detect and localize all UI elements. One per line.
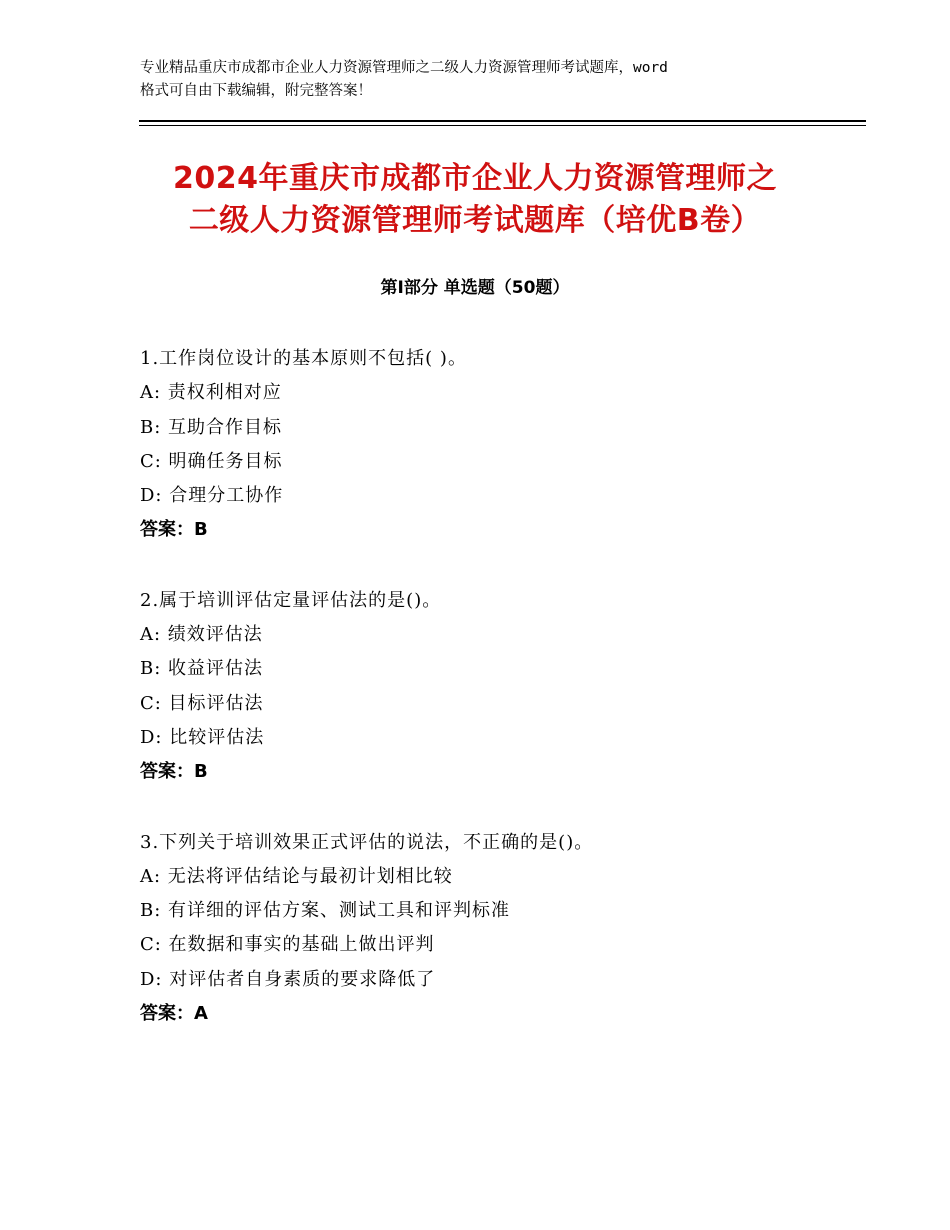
header-rule-thin — [139, 125, 866, 126]
option-d: D: 对评估者自身素质的要求降低了 — [140, 968, 436, 990]
document-title — [100, 158, 850, 242]
question-stem: 1.工作岗位设计的基本原则不包括( )。 — [140, 348, 467, 369]
header-note-line-1: 专业精品重庆市成都市企业人力资源管理师之二级人力资源管理师考试题库，word — [140, 60, 668, 76]
document-title-line-2: 二级人力资源管理师考试题库（培优B卷） — [188, 203, 762, 238]
header-note-line-2: 格式可自由下载编辑，附完整答案！ — [140, 83, 372, 99]
document-title-line-1: 2024年重庆市成都市企业人力资源管理师之 — [173, 161, 777, 196]
option-d: D: 合理分工协作 — [140, 485, 284, 507]
question-2 — [140, 584, 860, 790]
option-c: C: 目标评估法 — [140, 692, 264, 714]
header-note — [140, 57, 840, 103]
option-c: C: 在数据和事实的基础上做出评判 — [140, 934, 435, 956]
question-stem: 3.下列关于培训效果正式评估的说法，不正确的是()。 — [140, 831, 594, 853]
option-c: C: 明确任务目标 — [140, 450, 283, 472]
answer: 答案：B — [140, 761, 208, 783]
header-rule-thick — [139, 120, 866, 122]
question-3 — [140, 826, 860, 1032]
option-b: B: 收益评估法 — [140, 658, 264, 680]
option-a: A: 责权利相对应 — [140, 382, 282, 404]
option-a: A: 无法将评估结论与最初计划相比较 — [140, 865, 453, 887]
section-heading: 第Ⅰ部分 单选题（50题） — [380, 278, 570, 298]
option-b: B: 有详细的评估方案、测试工具和评判标准 — [140, 900, 511, 922]
question-list — [140, 342, 860, 1067]
answer: 答案：B — [140, 519, 208, 541]
option-d: D: 比较评估法 — [140, 726, 265, 748]
question-1 — [140, 342, 860, 548]
option-b: B: 互助合作目标 — [140, 416, 283, 438]
answer: 答案：A — [140, 1003, 208, 1025]
question-stem: 2.属于培训评估定量评估法的是()。 — [140, 589, 442, 611]
option-a: A: 绩效评估法 — [140, 624, 263, 646]
